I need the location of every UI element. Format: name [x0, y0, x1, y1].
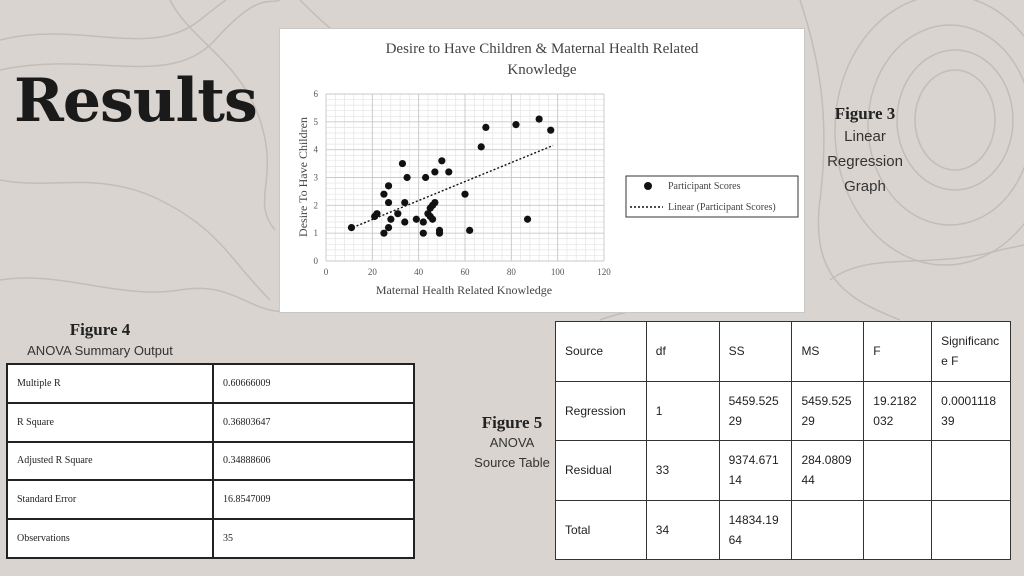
chart-title-line2: Knowledge	[507, 62, 577, 78]
data-point	[524, 216, 531, 223]
table-row	[556, 381, 1011, 441]
figure4-subtitle: ANOVA Summary Output	[27, 343, 173, 358]
data-point	[380, 191, 387, 198]
table-row	[556, 500, 1011, 560]
data-point	[394, 210, 401, 217]
table-cell: 14834.1964	[719, 500, 792, 560]
chart-grid	[326, 94, 604, 261]
summary-value: 0.60666009	[213, 364, 414, 403]
summary-label: Adjusted R Square	[7, 442, 213, 481]
table-cell: Total	[556, 500, 647, 560]
data-point	[466, 227, 473, 234]
data-point	[431, 168, 438, 175]
table-row	[7, 403, 414, 442]
table-cell	[932, 500, 1011, 560]
data-point	[348, 224, 355, 231]
summary-value: 0.36803647	[213, 403, 414, 442]
figure3-caption	[815, 104, 915, 199]
data-point	[431, 199, 438, 206]
y-axis-label: Desire To Have Children	[296, 117, 310, 237]
data-point	[380, 230, 387, 237]
y-tick-label: 1	[313, 228, 318, 239]
y-tick-label: 5	[313, 116, 318, 127]
table-cell: 284.080944	[792, 441, 864, 501]
summary-value: 0.34888606	[213, 442, 414, 481]
x-axis-label: Maternal Health Related Knowledge	[375, 283, 553, 297]
figure5-label: Figure 5	[481, 413, 543, 432]
y-tick-label: 4	[313, 144, 318, 155]
column-header: SS	[719, 322, 792, 382]
figure5-line1: ANOVA	[489, 435, 535, 450]
summary-label: Multiple R	[7, 364, 213, 403]
regression-chart	[279, 28, 805, 313]
table-cell: 0.000111839	[932, 381, 1011, 441]
column-header: MS	[792, 322, 864, 382]
data-point	[413, 216, 420, 223]
data-point	[438, 157, 445, 164]
y-tick-label: 6	[313, 89, 318, 99]
legend-point-marker	[644, 182, 652, 190]
legend-scatter-label: Participant Scores	[668, 181, 741, 192]
table-row	[7, 519, 414, 558]
data-point	[401, 199, 408, 206]
table-cell	[932, 441, 1011, 501]
column-header: df	[646, 322, 719, 382]
table-row	[7, 480, 414, 519]
x-tick-label: 0	[323, 267, 329, 277]
summary-value: 16.8547009	[213, 480, 414, 519]
table-cell: 19.2182032	[864, 381, 932, 441]
x-tick-label: 60	[460, 267, 470, 277]
table-row	[7, 442, 414, 481]
data-point	[436, 230, 443, 237]
table-cell: 1	[646, 381, 719, 441]
data-point	[478, 143, 485, 150]
table-cell: Regression	[556, 381, 647, 441]
data-point	[387, 216, 394, 223]
figure5-caption	[470, 413, 554, 473]
figure5-line2: Source Table	[474, 455, 550, 470]
summary-label: R Square	[7, 403, 213, 442]
data-point	[385, 224, 392, 231]
x-tick-label: 120	[597, 267, 611, 277]
summary-label: Standard Error	[7, 480, 213, 519]
y-tick-label: 3	[313, 172, 318, 183]
table-cell: 5459.52529	[792, 381, 864, 441]
table-cell: 34	[646, 500, 719, 560]
data-point	[420, 230, 427, 237]
data-point	[422, 174, 429, 181]
table-row	[7, 364, 414, 403]
figure4-caption	[0, 320, 200, 362]
data-point	[373, 210, 380, 217]
x-tick-label: 20	[367, 267, 377, 277]
table-cell: 9374.67114	[719, 441, 792, 501]
x-tick-label: 80	[506, 267, 516, 277]
table-cell	[792, 500, 864, 560]
table-cell: Residual	[556, 441, 647, 501]
data-point	[401, 218, 408, 225]
data-point	[512, 121, 519, 128]
data-point	[536, 115, 543, 122]
summary-label: Observations	[7, 519, 213, 558]
anova-summary-table	[6, 363, 415, 559]
data-point	[399, 160, 406, 167]
x-tick-label: 40	[414, 267, 424, 277]
figure3-line2: Regression	[827, 153, 903, 170]
data-point	[445, 168, 452, 175]
column-header: Source	[556, 322, 647, 382]
table-cell: 5459.52529	[719, 381, 792, 441]
figure4-label: Figure 4	[69, 320, 131, 339]
table-row	[556, 441, 1011, 501]
data-points	[348, 115, 554, 236]
chart-title-line1: Desire to Have Children & Maternal Health Related	[385, 41, 699, 57]
data-point	[547, 127, 554, 134]
figure3-label: Figure 3	[834, 104, 896, 123]
table-cell	[864, 500, 932, 560]
legend-line-label: Linear (Participant Scores)	[668, 202, 776, 213]
y-tick-label: 2	[313, 200, 318, 211]
anova-source-table	[555, 321, 1011, 560]
data-point	[420, 218, 427, 225]
figure3-line1: Linear	[844, 128, 886, 145]
scatter-plot	[280, 29, 804, 312]
data-point	[385, 182, 392, 189]
data-point	[482, 124, 489, 131]
y-tick-label: 0	[313, 256, 318, 266]
data-point	[429, 216, 436, 223]
table-cell	[864, 441, 932, 501]
data-point	[403, 174, 410, 181]
data-point	[461, 191, 468, 198]
table-header-row	[556, 322, 1011, 382]
page-title: Results	[14, 66, 257, 136]
x-tick-label: 100	[550, 267, 565, 277]
table-cell: 33	[646, 441, 719, 501]
figure3-line3: Graph	[844, 178, 886, 195]
data-point	[385, 199, 392, 206]
column-header: F	[864, 322, 932, 382]
summary-value: 35	[213, 519, 414, 558]
column-header: Significance F	[932, 322, 1011, 382]
